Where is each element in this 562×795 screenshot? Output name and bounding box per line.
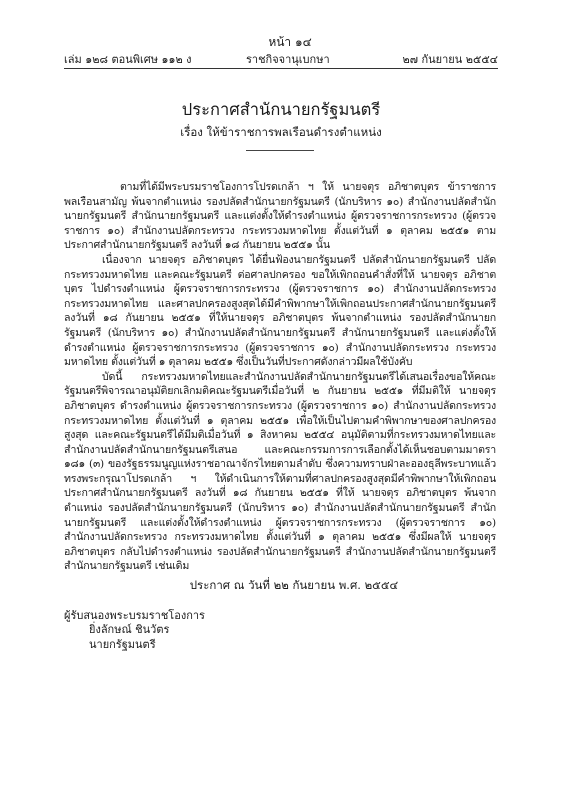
announcement-date: ประกาศ ณ วันที่ ๒๒ กันยายน พ.ศ. ๒๕๕๔ [189,578,399,592]
title-divider [246,150,314,151]
document-body [64,180,496,574]
publication-date: ๒๗ กันยายน ๒๕๕๔ [402,53,498,66]
gazette-header [64,50,498,68]
signature-block [64,609,205,652]
publication-name: ราชกิจจานุเบกษา [246,53,330,66]
signatory-name: ยิ่งลักษณ์ ชินวัตร [89,623,170,637]
page-number: หน้า ๑๔ [268,35,312,49]
signatory-position: นายกรัฐมนตรี [89,637,156,651]
body-paragraph: ตามที่ได้มีพระบรมราชโองการโปรดเกล้า ฯ ให้ นายจตุร อภิชาตบุตร ข้าราชการพลเรือนสามัญ พ้นจากตำแหน่ง รองปลัดสำนักนายกรัฐมนตรี (นักบริหาร ๑๐) สำนักงานปลัดสำนักนายกรัฐมนตรี สำนักนายกรัฐมนตรี และแต่งตั้งให้ดำรงตำแหน่ง ผู้ตรวจราชการกระทรวง (ผู้ตรวจราชการ ๑๐) สำนักงานปลัดกระทรวง กระทรวงมหาดไทย ตั้งแต่วันที่ ๑ ตุลาคม ๒๕๕๑ ตามประกาศสำนักนายกรัฐมนตรี ลงวันที่ ๑๘ กันยายน ๒๕๕๑ นั้น [64,181,496,252]
countersign-role: ผู้รับสนองพระบรมราชโองการ [64,609,205,622]
volume-info: เล่ม ๑๒๘ ตอนพิเศษ ๑๑๒ ง [64,53,192,66]
document-title: ประกาศสำนักนายกรัฐมนตรี [181,100,381,119]
header-divider [64,68,498,69]
body-paragraph: เนื่องจาก นายจตุร อภิชาตบุตร ได้ยื่นฟ้องนายกรัฐมนตรี ปลัดสำนักนายกรัฐมนตรี ปลัดกระทรวงมหาดไทย และคณะรัฐมนตรี ต่อศาลปกครอง ขอให้เพิกถอนคำสั่งที่ให้ นายจตุร อภิชาตบุตร ไปดำรงตำแหน่ง ผู้ตรวจราชการกระทรวง (ผู้ตรวจราชการ ๑๐) สำนักงานปลัดกระทรวง กระทรวงมหาดไทย และศาลปกครองสูงสุดได้มีคำพิพากษาให้เพิกถอนประกาศสำนักนายกรัฐมนตรี ลงวันที่ ๑๘ กันยายน ๒๕๕๑ ที่ให้นายจตุร อภิชาตบุตร พ้นจากตำแหน่ง รองปลัดสำนักนายกรัฐมนตรี (นักบริหาร ๑๐) สำนักงานปลัดสำนักนายกรัฐมนตรี สำนักนายกรัฐมนตรี และแต่งตั้งให้ดำรงตำแหน่ง ผู้ตรวจราชการกระทรวง (ผู้ตรวจราชการ ๑๐) สำนักงานปลัดกระทรวง กระทรวงมหาดไทย ตั้งแต่วันที่ ๑ ตุลาคม ๒๕๕๑ ซึ่งเป็นวันที่ประกาศดังกล่าวมีผลใช้บังคับ [64,253,496,369]
document-subject: เรื่อง ให้ข้าราชการพลเรือนดำรงตำแหน่ง [180,125,382,139]
body-paragraph: บัดนี้ กระทรวงมหาดไทยและสำนักงานปลัดสำนักนายกรัฐมนตรีได้เสนอเรื่องขอให้คณะรัฐมนตรีพิจารณาอนุมัติยกเลิกมติคณะรัฐมนตรีเมื่อวันที่ ๒ กันยายน ๒๕๕๑ ที่มีมติให้ นายจตุร อภิชาตบุตร ดำรงตำแหน่ง ผู้ตรวจราชการกระทรวง (ผู้ตรวจราชการ ๑๐) สำนักงานปลัดกระทรวง กระทรวงมหาดไทย ตั้งแต่วันที่ ๑ ตุลาคม ๒๕๕๑ เพื่อให้เป็นไปตามคำพิพากษาของศาลปกครองสูงสุด และคณะรัฐมนตรีได้มีมติเมื่อวันที่ ๑ สิงหาคม ๒๕๕๔ อนุมัติตามที่กระทรวงมหาดไทยและสำนักงานปลัดสำนักนายกรัฐมนตรีเสนอ และคณะกรรมการการเลือกตั้งได้เห็นชอบตามมาตรา ๑๘๑ (๓) ของรัฐธรรมนูญแห่งราชอาณาจักรไทยตามลำดับ ซึ่งความทราบฝ่าละอองธุลีพระบาทแล้ว ทรงพระกรุณาโปรดเกล้า ฯ ให้ดำเนินการให้ตามที่ศาลปกครองสูงสุดมีคำพิพากษาให้เพิกถอนประกาศสำนักนายกรัฐมนตรี ลงวันที่ ๑๘ กันยายน ๒๕๕๑ ที่ให้ นายจตุร อภิชาตบุตร พ้นจากตำแหน่ง รองปลัดสำนักนายกรัฐมนตรี (นักบริหาร ๑๐) สำนักงานปลัดสำนักนายกรัฐมนตรี สำนักนายกรัฐมนตรี และแต่งตั้งให้ดำรงตำแหน่ง ผู้ตรวจราชการกระทรวง (ผู้ตรวจราชการ ๑๐) สำนักงานปลัดกระทรวง กระทรวงมหาดไทย ตั้งแต่วันที่ ๑ ตุลาคม ๒๕๕๑ ซึ่งมีผลให้ นายจตุร อภิชาตบุตร กลับไปดำรงตำแหน่ง รองปลัดสำนักนายกรัฐมนตรี สำนักงานปลัดสำนักนายกรัฐมนตรี สำนักนายกรัฐมนตรี เช่นเดิม [64,370,496,573]
